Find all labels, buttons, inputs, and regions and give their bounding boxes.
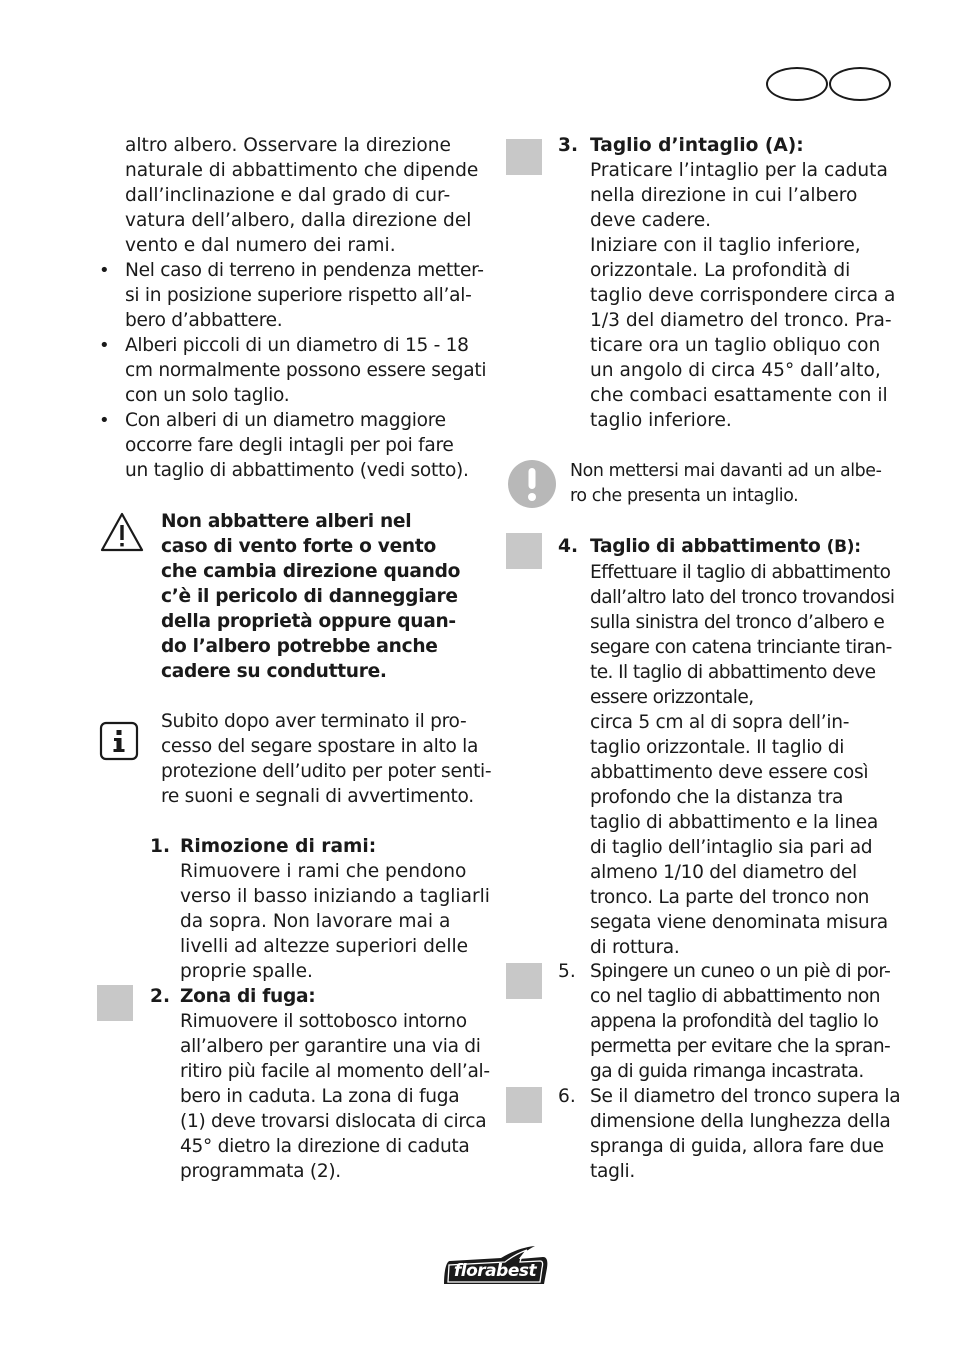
bullet-dot: • (99, 410, 110, 431)
logo-wordmark: florabest (453, 1261, 537, 1281)
step-3-block: Taglio d’intaglio (A): Praticare l’intaglio per la caduta nella direzione in cui l’albero deve cadere. Iniziare con il taglio inferiore, orizzontale. La profondità di taglio deve corrispondere circa a 1/3 del diametro del tronco. Pra- ticare ora un taglio obliquo con un angolo di circa 45° dall’alto, che combaci esattamente con il taglio inferiore. (590, 135, 896, 431)
figure-reference-marker (506, 1087, 542, 1123)
lang-badge-left (766, 67, 828, 101)
step-4-block: Taglio di abbattimento (B): Effettuare il taglio di abbattimento dall’altro lato del tronco trovandosi sulla sinistra del tronco d’albero e segare con catena trinciante tiran- te. Il taglio di abbattimento deve essere orizzontale, circa 5 cm al di sopra dell’in- taglio orizzontale. Il taglio di abbattimento deve essere così profondo che la distanza tra taglio di abbattimento e la linea di taglio dell’intaglio sia pari ad almeno 1/10 del diametro del tronco. La parte del tronco non segata viene denominata misura di rottura. (590, 536, 895, 958)
bullet-item: Con alberi di un diametro maggiore occorre fare degli intagli per poi fare un taglio di abbattimento (vedi sotto). (125, 410, 469, 481)
figure-reference-marker (506, 533, 542, 569)
bullet-item: Alberi piccoli di un diametro di 15 - 18 cm normalmente possono essere segati con un solo taglio. (125, 335, 487, 406)
figure-reference-marker (506, 139, 542, 175)
step-5-block: Spingere un cuneo o un piè di por- co nel taglio di abbattimento non appena la profondità del taglio lo permetta per evitare che la spran- ga di guida rimanga incastrata. (590, 961, 891, 1082)
step-number: 3. (558, 135, 579, 156)
warning-triangle-icon (99, 511, 145, 553)
step-number: 5. (558, 961, 576, 982)
step-title: Taglio d’intaglio (A): (590, 135, 804, 156)
lang-badge-right (829, 67, 891, 101)
intro-paragraph: altro albero. Osservare la direzione naturale di abbattimento che dipende dall’inclinazione e dal grado di cur- vatura dell’albero, dalla direzione del vento e dal numero dei rami. (125, 135, 479, 256)
step-title: Zona di fuga: (180, 986, 316, 1007)
step-title: Rimozione di rami: (180, 836, 377, 857)
info-text: Subito dopo aver terminato il pro- cesso del segare spostare in alto la protezione dell’udito per poter senti- re suoni e segnali di avvertimento. (161, 711, 492, 807)
step-number: 1. (150, 836, 171, 857)
figure-reference-marker (97, 985, 133, 1021)
step-title: Taglio di abbattimento (B): (590, 536, 861, 557)
bullet-dot: • (99, 335, 110, 356)
step-6-block: Se il diametro del tronco supera la dimensione della lunghezza della spranga di guida, allora fare due tagli. (590, 1086, 901, 1182)
bullet-dot: • (99, 260, 110, 281)
exclamation-icon (507, 459, 557, 509)
warning-text: Non abbattere alberi nel caso di vento forte o vento che cambia direzione quando c’è il pericolo di danneggiare della proprietà oppure quan- do l’albero potrebbe anche cadere su condutture. (161, 511, 461, 682)
note-text: Non mettersi mai davanti ad un albe- ro che presenta un intaglio. (570, 461, 882, 506)
step-number: 4. (558, 536, 579, 557)
step-2-block: Zona di fuga: Rimuovere il sottobosco intorno all’albero per garantire una via di ritiro più facile al momento dell’al- bero in caduta. La zona di fuga (1) deve trovarsi dislocata di circa 45° dietro la direzione di caduta programmata (2). (180, 986, 490, 1182)
figure-reference-marker (506, 963, 542, 999)
step-number: 2. (150, 986, 171, 1007)
step-number: 6. (558, 1086, 576, 1107)
bullet-item: Nel caso di terreno in pendenza metter- si in posizione superiore rispetto all’al- bero d’abbattere. (125, 260, 484, 331)
info-icon (99, 721, 139, 761)
step-1-block: Rimozione di rami: Rimuovere i rami che pendono verso il basso iniziando a tagliarli da sopra. Non lavorare mai a livelli ad altezze superiori delle proprie spalle. (180, 836, 490, 982)
florabest-logo (439, 1244, 551, 1288)
